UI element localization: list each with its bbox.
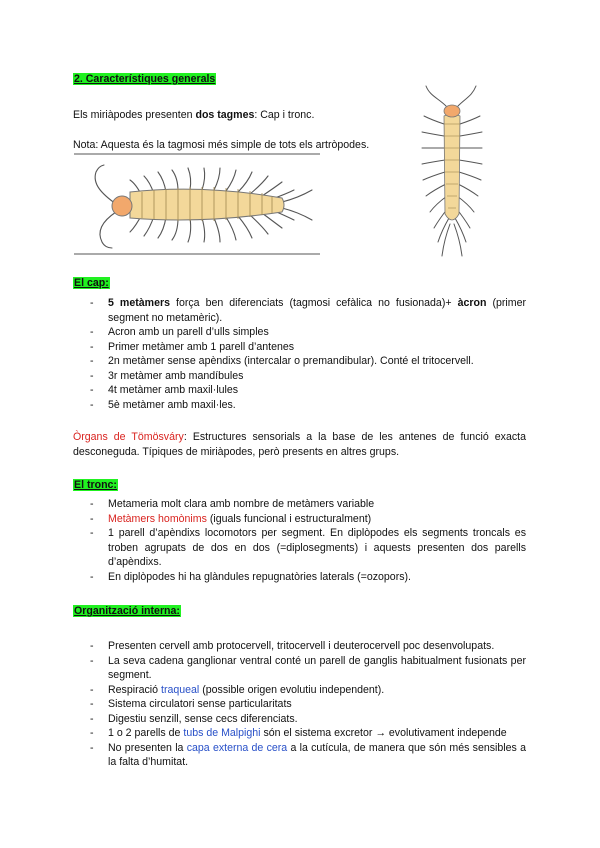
list-item: - 4t metàmer amb maxil·lules	[84, 383, 526, 398]
list-item: - No presenten la capa externa de cera a la cutícula, de manera que són més sensibles a la falta d’humitat.	[84, 741, 526, 770]
list-item: - 1 o 2 parells de tubs de Malpighi són el sistema excretor → evolutivament independe	[84, 726, 526, 741]
list-item: - La seva cadena ganglionar ventral conté un parell de ganglis habitualment fusionats per segment.	[84, 654, 526, 683]
organs-term: Òrgans de Tömösváry	[73, 431, 184, 443]
section-heading-tronc: El tronc:	[74, 479, 117, 491]
list-item: - Presenten cervell amb protocervell, tritocervell i deuterocervell poc desenvolupats.	[84, 639, 526, 654]
list-item: - Digestiu senzill, sense cecs diferenciats.	[84, 712, 526, 727]
intro-text: Els miriàpodes presenten dos tagmes: Cap i tronc.	[73, 109, 315, 121]
centipede-horizontal-illustration	[72, 150, 324, 256]
tronc-list	[84, 497, 526, 584]
organs-paragraph: Òrgans de Tömösváry: Estructures sensorials a la base de les antenes de funció exacta desconeguda. Típiques de miriàpodes, però presents en altres grups.	[73, 431, 527, 458]
centipede-vertical-illustration	[414, 84, 494, 264]
list-item: - 3r metàmer amb mandíbules	[84, 369, 526, 384]
list-item: - Metàmers homònims (iguals funcional i estructuralment)	[84, 512, 526, 527]
list-item: - Respiració traqueal (possible origen evolutiu independent).	[84, 683, 526, 698]
cap-list	[84, 296, 526, 412]
list-item: - Metameria molt clara amb nombre de metàmers variable	[84, 497, 526, 512]
list-item: - 5è metàmer amb maxil·les.	[84, 398, 526, 413]
section-heading-organitzacio: Organització interna:	[74, 605, 180, 617]
list-item: - 1 parell d’apèndixs locomotors per segment. En diplòpodes els segments troncals es troben agrupats de dos en dos (=diplosegments) i aquests presenten dos parells d’apèndixs.	[84, 526, 526, 570]
section-heading-cap: El cap:	[74, 277, 109, 289]
organitzacio-list	[84, 639, 526, 770]
list-item: - 2n metàmer sense apèndixs (intercalar o premandibular). Conté el tritocervell.	[84, 354, 526, 369]
list-item: - En diplòpodes hi ha glàndules repugnatòries laterals (=ozopors).	[84, 570, 526, 585]
list-item: - Acron amb un parell d’ulls simples	[84, 325, 526, 340]
list-item: - Sistema circulatori sense particularitats	[84, 697, 526, 712]
list-item: - 5 metàmers força ben diferenciats (tagmosi cefàlica no fusionada)+ àcron (primer segment no metamèric).	[84, 296, 526, 325]
note-text: Nota: Aquesta és la tagmosi més simple de tots els artròpodes.	[73, 139, 370, 151]
list-item: - Primer metàmer amb 1 parell d’antenes	[84, 340, 526, 355]
section-heading-general: 2. Característiques generals	[74, 73, 216, 85]
